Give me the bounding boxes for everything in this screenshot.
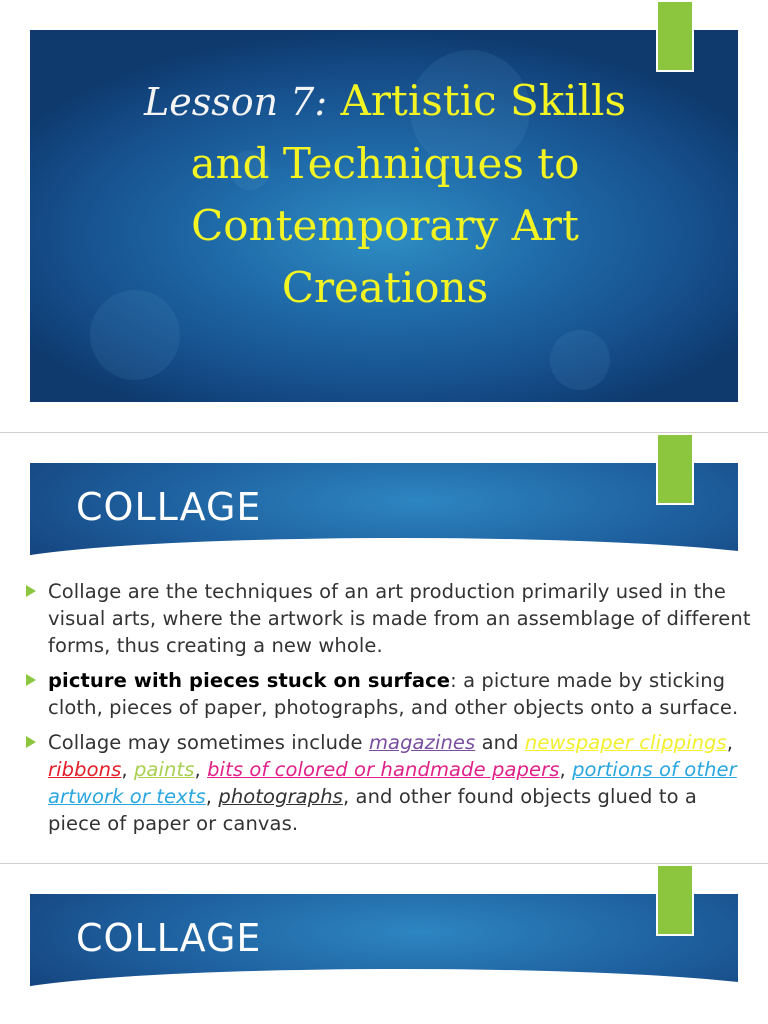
- lesson-prefix: Lesson 7:: [143, 80, 328, 124]
- bullet-text: picture with pieces stuck on surface: a picture made by sticking cloth, pieces of paper, photographs, and other objects onto a surface.: [48, 669, 739, 719]
- link-photographs[interactable]: photographs: [218, 785, 343, 808]
- bullet-arrow-icon: [26, 736, 36, 748]
- link-paints[interactable]: paints: [133, 758, 195, 781]
- bullet-list: [26, 578, 756, 845]
- bullet-text: Collage are the techniques of an art production primarily used in the visual arts, where the artwork is made from an assemblage of different forms, thus creating a new whole.: [48, 580, 751, 657]
- link-newspaper-clippings[interactable]: newspaper clippings: [524, 731, 727, 754]
- title-line-1: Artistic Skills: [340, 76, 627, 125]
- slide-header: COLLAGE: [76, 916, 262, 960]
- title-line-4: Creations: [281, 263, 489, 312]
- link-ribbons[interactable]: ribbons: [48, 758, 122, 781]
- header-band: [30, 463, 738, 558]
- collage-slide-2: [0, 864, 768, 1024]
- collage-slide: [0, 433, 768, 863]
- link-bits-of-papers[interactable]: bits of colored or handmade papers: [207, 758, 560, 781]
- slide-title: [60, 70, 710, 319]
- green-tab-decoration: [656, 0, 694, 72]
- list-item: [26, 729, 756, 837]
- bullet-text: Collage may sometimes include magazines and newspaper clippings, ribbons, paints, bits of colored or handmade papers, portions of other artwork or texts, photographs, and other found objects glued to a piece of paper or canvas.: [48, 731, 737, 835]
- list-item: [26, 667, 756, 721]
- green-tab-decoration: [656, 433, 694, 505]
- list-item: [26, 578, 756, 659]
- header-band: [30, 894, 738, 989]
- slide-header: COLLAGE: [76, 485, 262, 529]
- bullet-arrow-icon: [26, 674, 36, 686]
- link-portions-of-artwork[interactable]: portions of other artwork or texts: [48, 758, 737, 808]
- title-line-3: Contemporary Art: [191, 201, 579, 250]
- link-magazines[interactable]: magazines: [368, 731, 476, 754]
- title-slide: [0, 0, 768, 432]
- bold-term: picture with pieces stuck on surface: [48, 669, 451, 692]
- bullet-arrow-icon: [26, 585, 36, 597]
- title-line-2: and Techniques to: [190, 139, 580, 188]
- green-tab-decoration: [656, 864, 694, 936]
